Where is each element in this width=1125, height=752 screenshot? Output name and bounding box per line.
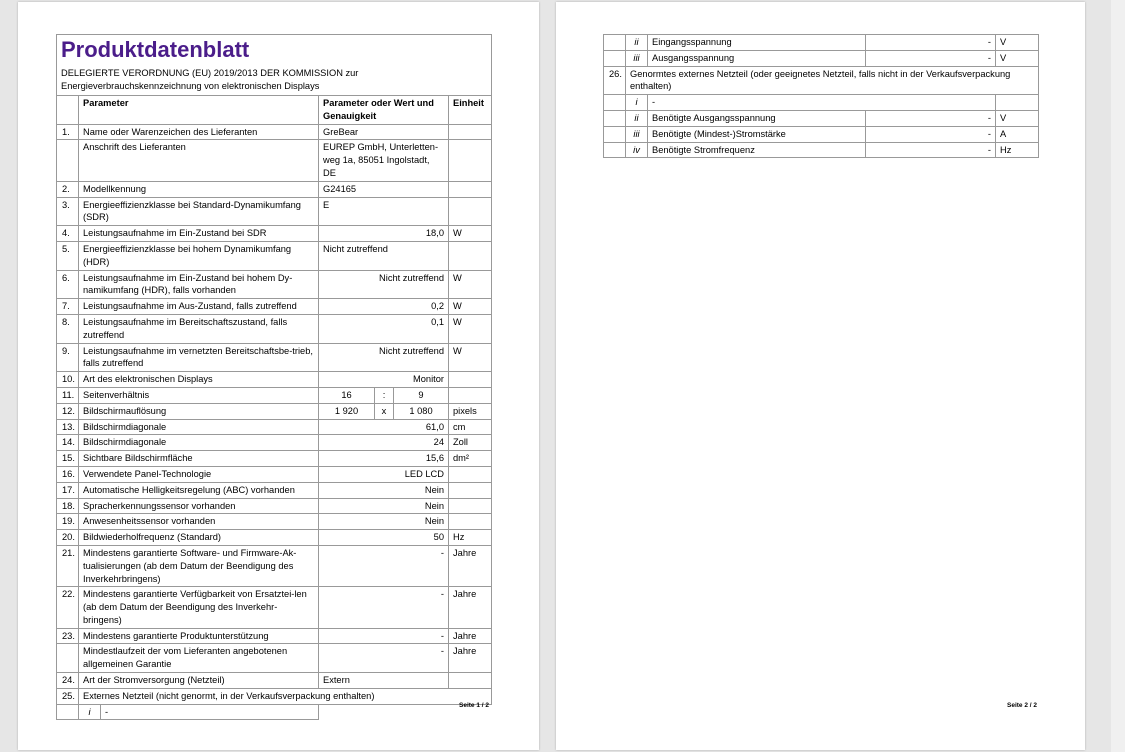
row-value: 50	[319, 530, 449, 546]
row-label: Energieeffizienzklasse bei Standard-Dynamikumfang (SDR)	[79, 197, 319, 226]
subrow-index: i	[79, 704, 101, 720]
table-row	[57, 587, 492, 628]
row-unit: pixels	[449, 403, 492, 419]
row-unit: W	[449, 299, 492, 315]
row-label: Bildschirmauflösung	[79, 403, 319, 419]
table-subrow	[604, 110, 1039, 126]
header-parameter: Parameter	[79, 96, 319, 125]
row-label: Anschrift des Lieferanten	[79, 140, 319, 181]
row-number: 11.	[57, 387, 79, 403]
row-label: Leistungsaufnahme im Bereitschaftszustand, falls zutreffend	[79, 314, 319, 343]
row-label: Seitenverhältnis	[79, 387, 319, 403]
row-number: 2.	[57, 181, 79, 197]
subrow-index: ii	[626, 110, 648, 126]
row-number: 9.	[57, 343, 79, 372]
table-row	[57, 451, 492, 467]
header-value: Parameter oder Wert und Genauigkeit	[319, 96, 449, 125]
row-label: Modellkennung	[79, 181, 319, 197]
row-label: Leistungsaufnahme im Ein-Zustand bei hohem Dy-namikumfang (HDR), falls vorhanden	[79, 270, 319, 299]
row-value: GreBear	[319, 124, 449, 140]
row-unit	[449, 140, 492, 181]
row-unit	[449, 197, 492, 226]
row-value: G24165	[319, 181, 449, 197]
row-number: 18.	[57, 498, 79, 514]
table-row	[57, 498, 492, 514]
row-unit: Jahre	[449, 644, 492, 673]
row-number: 5.	[57, 241, 79, 270]
row-value: -	[319, 545, 449, 586]
table-row	[57, 270, 492, 299]
row-label: Spracherkennungssensor vorhanden	[79, 498, 319, 514]
aspect-width: 16	[319, 387, 375, 403]
row-number: 7.	[57, 299, 79, 315]
table-row	[57, 343, 492, 372]
table-row	[57, 403, 492, 419]
row-label: Name oder Warenzeichen des Lieferanten	[79, 124, 319, 140]
table-subrow	[604, 126, 1039, 142]
row-number: 14.	[57, 435, 79, 451]
regulation-subtitle: DELEGIERTE VERORDNUNG (EU) 2019/2013 DER KOMMISSION zur Energieverbrauchskennzeichnung von elektronischen Displays	[61, 68, 359, 91]
row-label: Art der Stromversorgung (Netzteil)	[79, 673, 319, 689]
row-number: 10.	[57, 372, 79, 388]
header-unit: Einheit	[449, 96, 492, 125]
row-number: 19.	[57, 514, 79, 530]
row-value: 61,0	[319, 419, 449, 435]
product-datasheet-table	[56, 34, 492, 720]
page-number: Seite 1 / 2	[459, 702, 489, 709]
subrow-unit: V	[996, 50, 1039, 66]
resolution-separator: x	[375, 403, 394, 419]
row-number: 17.	[57, 482, 79, 498]
row-label: Bildschirmdiagonale	[79, 435, 319, 451]
row-unit: Jahre	[449, 587, 492, 628]
row-value: Nicht zutreffend	[319, 343, 449, 372]
row-label: Leistungsaufnahme im vernetzten Bereitschaftsbe-trieb, falls zutreffend	[79, 343, 319, 372]
row-unit	[449, 498, 492, 514]
row-number: 20.	[57, 530, 79, 546]
row-number: 25.	[57, 688, 79, 704]
subrow-value: -	[866, 110, 996, 126]
row-value: 15,6	[319, 451, 449, 467]
row-unit: W	[449, 226, 492, 242]
table-row	[57, 226, 492, 242]
subrow-label: Ausgangsspannung	[648, 50, 866, 66]
aspect-height: 9	[394, 387, 449, 403]
row-unit: W	[449, 270, 492, 299]
table-row	[57, 140, 492, 181]
row-number	[57, 140, 79, 181]
subrow-label: -	[648, 95, 996, 111]
row-label: Mindestens garantierte Verfügbarkeit von Ersatztei-len (ab dem Datum der Beendigung des Inverkehr-bringens)	[79, 587, 319, 628]
row-unit: Jahre	[449, 545, 492, 586]
row-label: Leistungsaufnahme im Aus-Zustand, falls zutreffend	[79, 299, 319, 315]
table-row	[57, 181, 492, 197]
row-number: 24.	[57, 673, 79, 689]
row-value: EUREP GmbH, Unterletten-weg 1a, 85051 Ingolstadt, DE	[319, 140, 449, 181]
table-row	[57, 387, 492, 403]
table-row	[57, 299, 492, 315]
row-number: 16.	[57, 466, 79, 482]
row-unit	[449, 124, 492, 140]
subrow-index: ii	[626, 35, 648, 51]
subrow-label: Benötigte (Mindest-)Stromstärke	[648, 126, 866, 142]
table-row	[57, 197, 492, 226]
subrow-index: iii	[626, 50, 648, 66]
row-label: Bildschirmdiagonale	[79, 419, 319, 435]
table-row	[57, 372, 492, 388]
row-value: Extern	[319, 673, 449, 689]
aspect-separator: :	[375, 387, 394, 403]
subrow-index: i	[626, 95, 648, 111]
resolution-height: 1 080	[394, 403, 449, 419]
row-number: 4.	[57, 226, 79, 242]
table-row	[57, 241, 492, 270]
table-subrow	[57, 704, 492, 720]
row-value: 0,1	[319, 314, 449, 343]
subrow-unit: Hz	[996, 142, 1039, 158]
subrow-value: -	[866, 50, 996, 66]
row-unit: Zoll	[449, 435, 492, 451]
row-label: Mindestlaufzeit der vom Lieferanten angebotenen allgemeinen Garantie	[79, 644, 319, 673]
row-value: -	[319, 644, 449, 673]
row-number: 23.	[57, 628, 79, 644]
header-row	[57, 96, 492, 125]
row-number: 1.	[57, 124, 79, 140]
row-number: 13.	[57, 419, 79, 435]
product-datasheet-table-continued	[603, 34, 1039, 158]
row-label: Automatische Helligkeitsregelung (ABC) vorhanden	[79, 482, 319, 498]
row-value: -	[319, 587, 449, 628]
table-subrow	[604, 95, 1039, 111]
page-number: Seite 2 / 2	[1007, 702, 1037, 709]
title-row	[57, 35, 492, 96]
page-title: Produktdatenblatt	[61, 37, 250, 62]
row-value: 18,0	[319, 226, 449, 242]
table-row	[604, 66, 1039, 95]
row-label: Energieeffizienzklasse bei hohem Dynamikumfang (HDR)	[79, 241, 319, 270]
row-label: Leistungsaufnahme im Ein-Zustand bei SDR	[79, 226, 319, 242]
row-value: E	[319, 197, 449, 226]
subrow-label: Eingangsspannung	[648, 35, 866, 51]
row-value: Nein	[319, 498, 449, 514]
row-value: Nein	[319, 482, 449, 498]
row-unit	[449, 514, 492, 530]
row-value: Nicht zutreffend	[319, 270, 449, 299]
row-label: Mindestens garantierte Software- und Firmware-Ak-tualisierungen (ab dem Datum der Beendigung des Inverkehrbringens)	[79, 545, 319, 586]
row-unit	[449, 181, 492, 197]
scrollbar[interactable]	[1111, 0, 1125, 752]
row-unit	[449, 372, 492, 388]
subrow-index: iv	[626, 142, 648, 158]
subrow-unit: A	[996, 126, 1039, 142]
table-row	[57, 124, 492, 140]
row-unit	[449, 466, 492, 482]
table-row	[57, 466, 492, 482]
subrow-label: Benötigte Ausgangsspannung	[648, 110, 866, 126]
subrow-value: -	[866, 126, 996, 142]
row-value: LED LCD	[319, 466, 449, 482]
subrow-value: -	[866, 35, 996, 51]
subrow-unit: V	[996, 110, 1039, 126]
table-row	[57, 644, 492, 673]
row-label: Sichtbare Bildschirmfläche	[79, 451, 319, 467]
subrow-unit: V	[996, 35, 1039, 51]
table-row	[57, 673, 492, 689]
row-number	[57, 644, 79, 673]
row-unit: dm²	[449, 451, 492, 467]
row-unit: cm	[449, 419, 492, 435]
row-number: 6.	[57, 270, 79, 299]
table-subrow	[604, 35, 1039, 51]
row-label: Verwendete Panel-Technologie	[79, 466, 319, 482]
table-row	[57, 435, 492, 451]
table-row	[57, 314, 492, 343]
subrow-label: -	[101, 704, 319, 720]
row-value: -	[319, 628, 449, 644]
row-number: 22.	[57, 587, 79, 628]
row-unit: W	[449, 314, 492, 343]
row-value: Nicht zutreffend	[319, 241, 449, 270]
table-row	[57, 545, 492, 586]
table-row	[57, 482, 492, 498]
table-row	[57, 530, 492, 546]
row-number: 12.	[57, 403, 79, 419]
row-number: 3.	[57, 197, 79, 226]
table-row	[57, 688, 492, 704]
row-value: Monitor	[319, 372, 449, 388]
row-value: Nein	[319, 514, 449, 530]
row-number: 8.	[57, 314, 79, 343]
row-number: 26.	[604, 66, 626, 95]
resolution-width: 1 920	[319, 403, 375, 419]
row-unit: Hz	[449, 530, 492, 546]
row-unit	[449, 482, 492, 498]
row-label: Externes Netzteil (nicht genormt, in der Verkaufsverpackung enthalten)	[79, 688, 492, 704]
row-number: 15.	[57, 451, 79, 467]
row-label: Anwesenheitssensor vorhanden	[79, 514, 319, 530]
row-label: Genormtes externes Netzteil (oder geeignetes Netzteil, falls nicht in der Verkaufsverpackung enthalten)	[626, 66, 1039, 95]
row-label: Art des elektronischen Displays	[79, 372, 319, 388]
subrow-label: Benötigte Stromfrequenz	[648, 142, 866, 158]
row-unit	[449, 673, 492, 689]
row-unit: Jahre	[449, 628, 492, 644]
table-subrow	[604, 142, 1039, 158]
row-label: Bildwiederholfrequenz (Standard)	[79, 530, 319, 546]
row-unit	[449, 241, 492, 270]
title-cell	[57, 35, 492, 96]
table-row	[57, 628, 492, 644]
subrow-value: -	[866, 142, 996, 158]
subrow-index: iii	[626, 126, 648, 142]
table-row	[57, 419, 492, 435]
row-number: 21.	[57, 545, 79, 586]
table-subrow	[604, 50, 1039, 66]
row-unit: W	[449, 343, 492, 372]
row-value: 24	[319, 435, 449, 451]
row-unit	[449, 387, 492, 403]
table-row	[57, 514, 492, 530]
row-label: Mindestens garantierte Produktunterstützung	[79, 628, 319, 644]
row-value: 0,2	[319, 299, 449, 315]
